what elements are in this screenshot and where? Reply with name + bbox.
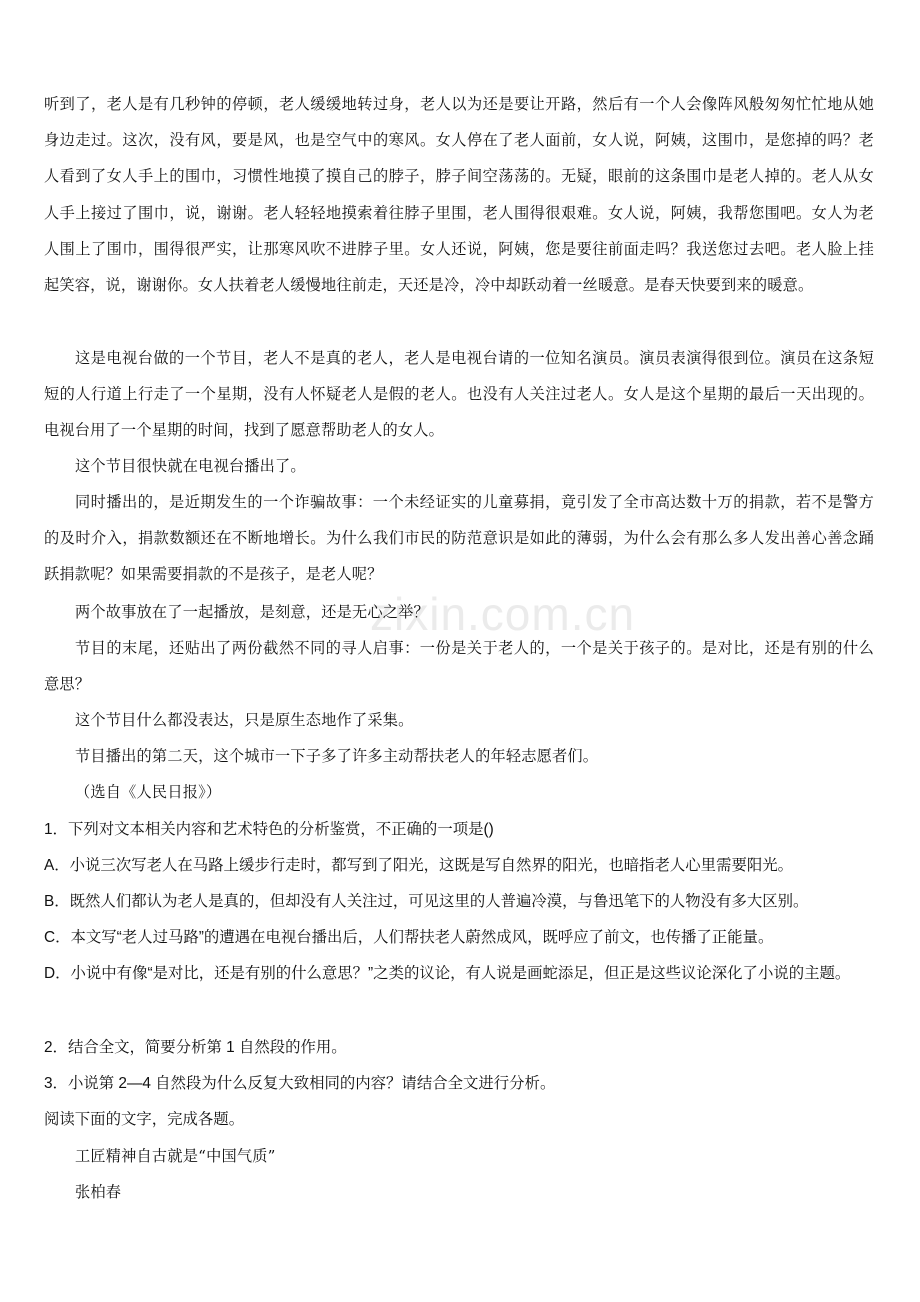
article-title: 工匠精神自古就是“中国气质” — [75, 1147, 276, 1165]
story-paragraph-3: 这个节目很快就在电视台播出了。 — [75, 457, 306, 475]
story-paragraph-6: 节目的末尾，还贴出了两份截然不同的寻人启事：一份是关于老人的，一个是关于孩子的。是对比，还是有别的什么意思？ — [44, 639, 874, 694]
article-author: 张柏春 — [75, 1183, 122, 1201]
watermark: zixin.com.cn — [370, 588, 636, 640]
question-1-option-a: A．小说三次写老人在马路上缓步行走时，都写到了阳光，这既是写自然界的阳光，也暗指老人心里需要阳光。 — [44, 857, 794, 874]
story-paragraph-5: 两个故事放在了一起播放，是刻意，还是无心之举？ — [75, 603, 429, 621]
question-3: 3．小说第 2—4 自然段为什么反复大致相同的内容？请结合全文进行分析。 — [44, 1075, 556, 1092]
story-paragraph-7: 这个节目什么都没表达，只是原生态地作了采集。 — [75, 711, 414, 729]
reading-instruction: 阅读下面的文字，完成各题。 — [44, 1111, 245, 1128]
question-1-option-c: C．本文写“老人过马路”的遭遇在电视台播出后，人们帮扶老人蔚然成风，既呼应了前文，也传播了正能量。 — [44, 929, 774, 946]
question-1: 1．下列对文本相关内容和艺术特色的分析鉴赏，不正确的一项是() — [44, 821, 494, 838]
story-source: （选自《人民日报》） — [75, 783, 222, 801]
question-2: 2．结合全文，简要分析第 1 自然段的作用。 — [44, 1039, 347, 1056]
story-paragraph-8: 节目播出的第二天，这个城市一下子多了许多主动帮扶老人的年轻志愿者们。 — [75, 747, 599, 765]
story-paragraph-2: 这是电视台做的一个节目，老人不是真的老人，老人是电视台请的一位知名演员。演员表演得很到位。演员在这条短短的人行道上行走了一个星期，没有人怀疑老人是假的老人。也没有人关注过老人。女人是这个星期的最后一天出现的。电视台用了一个星期的时间，找到了愿意帮助老人的女人。 — [44, 349, 874, 440]
story-paragraph-1: 听到了，老人是有几秒钟的停顿，老人缓缓地转过身，老人以为还是要让开路，然后有一个人会像阵风般匆匆忙忙地从她身边走过。这次，没有风，要是风，也是空气中的寒风。女人停在了老人面前，女人说，阿姨，这围巾，是您掉的吗？老人看到了女人手上的围巾，习惯性地摸了摸自己的脖子，脖子间空荡荡的。无疑，眼前的这条围巾是老人掉的。老人从女人手上接过了围巾，说，谢谢。老人轻轻地摸索着往脖子里围，老人围得很艰难。女人说，阿姨，我帮您围吧。女人为老人围上了围巾，围得很严实，让那寒风吹不进脖子里。女人还说，阿姨，您是要往前面走吗？我送您过去吧。老人脸上挂起笑容，说，谢谢你。女人扶着老人缓慢地往前走，天还是冷，冷中却跃动着一丝暖意。是春天快要到来的暖意。 — [44, 95, 874, 295]
story-paragraph-4: 同时播出的，是近期发生的一个诈骗故事：一个未经证实的儿童募捐，竟引发了全市高达数十万的捐款，若不是警方的及时介入，捐款数额还在不断地增长。为什么我们市民的防范意识是如此的薄弱，为什么会有那么多人发出善心善念踊跃捐款呢？如果需要捐款的不是孩子，是老人呢？ — [44, 493, 874, 584]
question-1-option-d: D．小说中有像“是对比，还是有别的什么意思？”之类的议论，有人说是画蛇添足，但正是这些议论深化了小说的主题。 — [44, 965, 851, 982]
question-1-option-b: B．既然人们都认为老人是真的，但却没有人关注过，可见这里的人普遍冷漠，与鲁迅笔下的人物没有多大区别。 — [44, 893, 809, 910]
